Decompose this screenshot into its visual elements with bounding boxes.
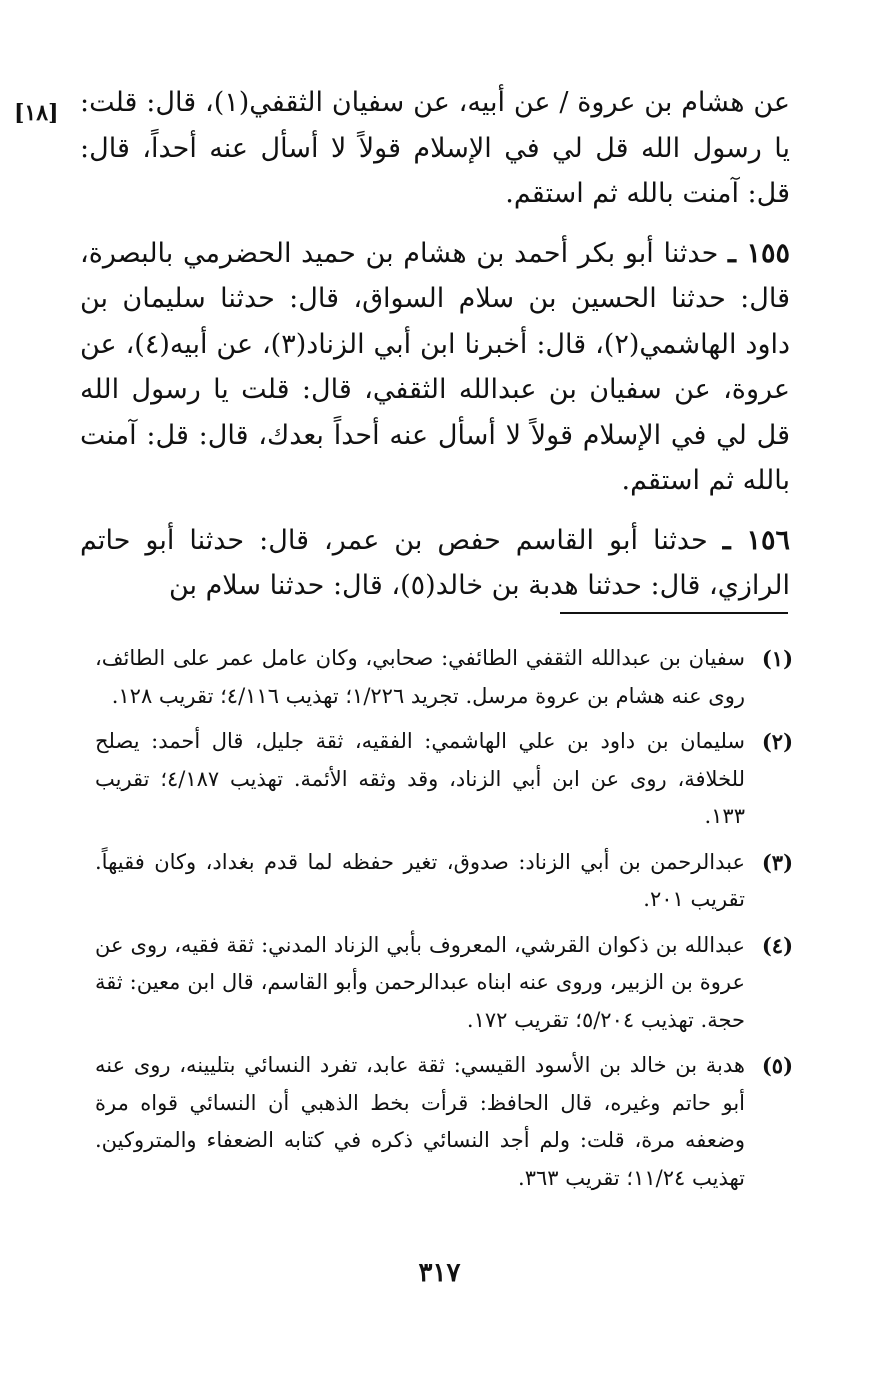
footnotes xyxy=(95,640,793,1205)
footnote-number: (٢) xyxy=(761,729,793,754)
footnote-text: سليمان بن داود بن علي الهاشمي: الفقيه، ثقة جليل، قال أحمد: يصلح للخلافة، روى عن ابن أبي الزناد، وقد وثقه الأئمة. تهذيب ٤/١٨٧؛ تقريب ١٣٣. xyxy=(95,729,745,828)
footnote-number: (٤) xyxy=(761,932,793,958)
footnote xyxy=(95,844,793,919)
footnote-text: عبدالرحمن بن أبي الزناد: صدوق، تغير حفظه لما قدم بغداد، وكان فقيهاً. تقريب ٢٠١. xyxy=(95,849,745,911)
paragraph xyxy=(80,231,790,504)
paragraph xyxy=(80,80,790,217)
footnote-number: (١) xyxy=(761,646,793,671)
footnote-text: سفيان بن عبدالله الثقفي الطائفي: صحابي، وكان عامل عمر على الطائف، روى عنه هشام بن عروة مرسل. تجريد ١/٢٢٦؛ تهذيب ٤/١١٦؛ تقريب ١٢٨. xyxy=(95,646,745,708)
page-number: ٣١٧ xyxy=(418,1258,461,1288)
paragraph-text: حدثنا أبو بكر أحمد بن هشام بن حميد الحضرمي بالبصرة، قال: حدثنا الحسين بن سلام السواق، قال: حدثنا سليمان بن داود الهاشمي(٢)، قال: أخبرنا ابن أبي الزناد(٣)، عن أبيه(٤)، عن عروة، عن سفيان بن عبدالله الثقفي، قال: قلت يا رسول الله قل لي في الإسلام قولاً لا أسأل عنه أحداً بعدك، قال: قل: آمنت بالله ثم استقم. xyxy=(80,237,791,496)
footnote-number: (٥) xyxy=(761,1053,793,1078)
footnote-separator xyxy=(560,612,788,614)
paragraph-text: حدثنا أبو القاسم حفص بن عمر، قال: حدثنا أبو حاتم الرازي، قال: حدثنا هدبة بن خالد(٥)، قال: حدثنا سلام بن xyxy=(80,524,790,601)
footnote-number: (٣) xyxy=(761,849,793,875)
paragraph xyxy=(80,518,790,609)
margin-reference: [١٨] xyxy=(14,100,59,126)
footnote xyxy=(95,1047,793,1197)
footnote xyxy=(95,723,793,836)
footnote-text: هدبة بن خالد بن الأسود القيسي: ثقة عابد، تفرد النسائي بتليينه، روى عنه أبو حاتم وغيره، قال الحافظ: قرأت بخط الذهبي أن النسائي قواه مرة وضعفه مرة، قلت: ولم أجد النسائي ذكره في كتابه الضعفاء والمتروكين. تهذيب ١١/٢٤؛ تقريب ٣٦٣. xyxy=(95,1053,745,1190)
main-text xyxy=(80,80,790,609)
paragraph-text: عن هشام بن عروة / عن أبيه، عن سفيان الثقفي(١)، قال: قلت: يا رسول الله قل لي في الإسلام قولاً لا أسأل عنه أحداً، قال: قل: آمنت بالله ثم استقم. xyxy=(80,87,790,209)
footnote xyxy=(95,927,793,1040)
hadith-number: ١٥٦ ـ xyxy=(722,524,791,556)
footnote xyxy=(95,640,793,715)
footnote-text: عبدالله بن ذكوان القرشي، المعروف بأبي الزناد المدني: ثقة فقيه، روى عن عروة بن الزبير، وروى عنه ابناه عبدالرحمن وأبو القاسم، قال ابن معين: ثقة حجة. تهذيب ٥/٢٠٤؛ تقريب ١٧٢. xyxy=(95,932,745,1032)
hadith-number: ١٥٥ ـ xyxy=(728,237,790,269)
